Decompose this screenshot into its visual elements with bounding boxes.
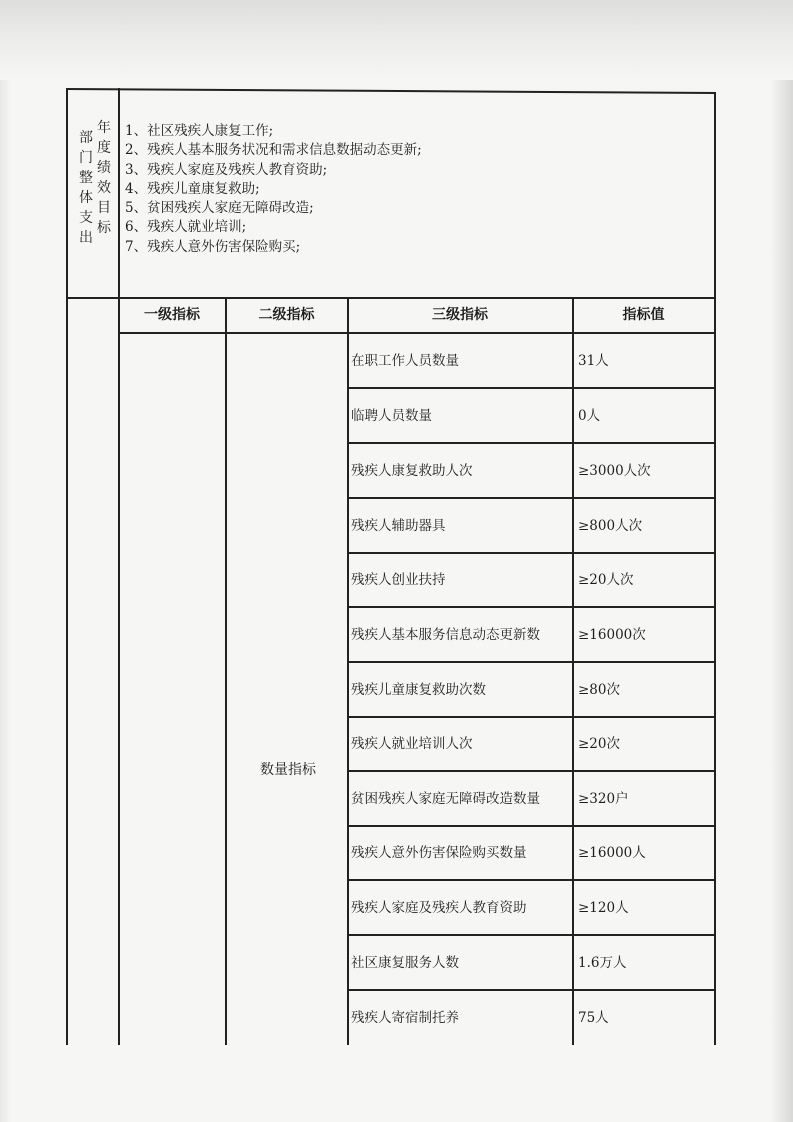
row-6-value: ≥16000次 [578,626,646,643]
header-level2: 二级指标 [258,307,315,323]
goal-item: 4、残疾儿童康复救助; [125,180,260,197]
label-char: 目 [97,200,111,216]
row-4-name: 残疾人辅助器具 [351,517,446,534]
row-2-value: 0人 [578,407,601,424]
row-13-name: 残疾人寄宿制托养 [351,1009,459,1026]
table-col-line-1 [225,297,227,1045]
label-char: 效 [97,180,111,196]
row-9-name: 贫困残疾人家庭无障碍改造数量 [351,790,540,807]
level2-quantity-indicator: 数量指标 [260,762,316,778]
label-char: 标 [97,220,111,236]
row-6-name: 残疾人基本服务信息动态更新数 [351,626,540,643]
row-5-name: 残疾人创业扶持 [351,572,446,588]
row-3-value: ≥3000人次 [578,462,651,479]
row-10-value: ≥16000人 [578,845,646,861]
label-char: 年 [97,120,111,136]
goal-item: 2、残疾人基本服务状况和需求信息数据动态更新; [125,142,422,159]
outer-left-border [66,88,68,1045]
row-3-name: 残疾人康复救助人次 [351,462,473,479]
table-col-line-4 [714,297,716,1045]
row-13-value: 75人 [578,1009,609,1026]
label-char: 体 [79,190,93,206]
header-level1: 一级指标 [144,307,200,323]
goal-item: 1、社区残疾人康复工作; [125,123,274,139]
row-11-name: 残疾人家庭及残疾人教育资助 [351,899,527,916]
table-col-line-2 [347,297,349,1045]
label-char: 支 [79,210,93,226]
section-label-col1 [78,128,94,248]
row-11-value: ≥120人 [578,899,629,916]
row-8-value: ≥20次 [578,736,620,752]
row-12-value: 1.6万人 [578,954,627,971]
scan-top-band [0,0,793,80]
goal-item: 7、残疾人意外伤害保险购买; [125,238,301,255]
row-1-value: 31人 [578,352,609,369]
label-char: 绩 [97,160,111,176]
section-label-col2 [96,118,112,238]
label-char: 门 [79,150,93,166]
row-7-name: 残疾儿童康复救助次数 [351,681,486,698]
row-2-name: 临聘人员数量 [351,407,432,424]
header-value: 指标值 [622,307,665,323]
goal-item: 6、残疾人就业培训; [125,219,247,236]
row-7-value: ≥80次 [578,681,620,698]
section-divider-vertical [118,88,120,1045]
goal-item: 5、贫困残疾人家庭无障碍改造; [125,200,314,217]
label-char: 出 [79,230,93,246]
outer-right-border-top [714,92,716,300]
row-8-name: 残疾人就业培训人次 [351,736,473,752]
goals-list [125,122,705,257]
row-5-value: ≥20人次 [578,572,634,588]
label-char: 度 [97,140,111,156]
row-1-name: 在职工作人员数量 [351,352,459,369]
row-12-name: 社区康复服务人数 [351,954,459,971]
row-9-value: ≥320户 [578,790,629,807]
row-4-value: ≥800人次 [578,517,643,534]
table-col-line-3 [572,297,574,1045]
goal-item: 3、残疾人家庭及残疾人教育资助; [125,161,328,178]
row-10-name: 残疾人意外伤害保险购买数量 [351,845,527,861]
label-char: 整 [79,170,93,186]
header-level3: 三级指标 [432,307,488,323]
label-char: 部 [79,130,93,146]
